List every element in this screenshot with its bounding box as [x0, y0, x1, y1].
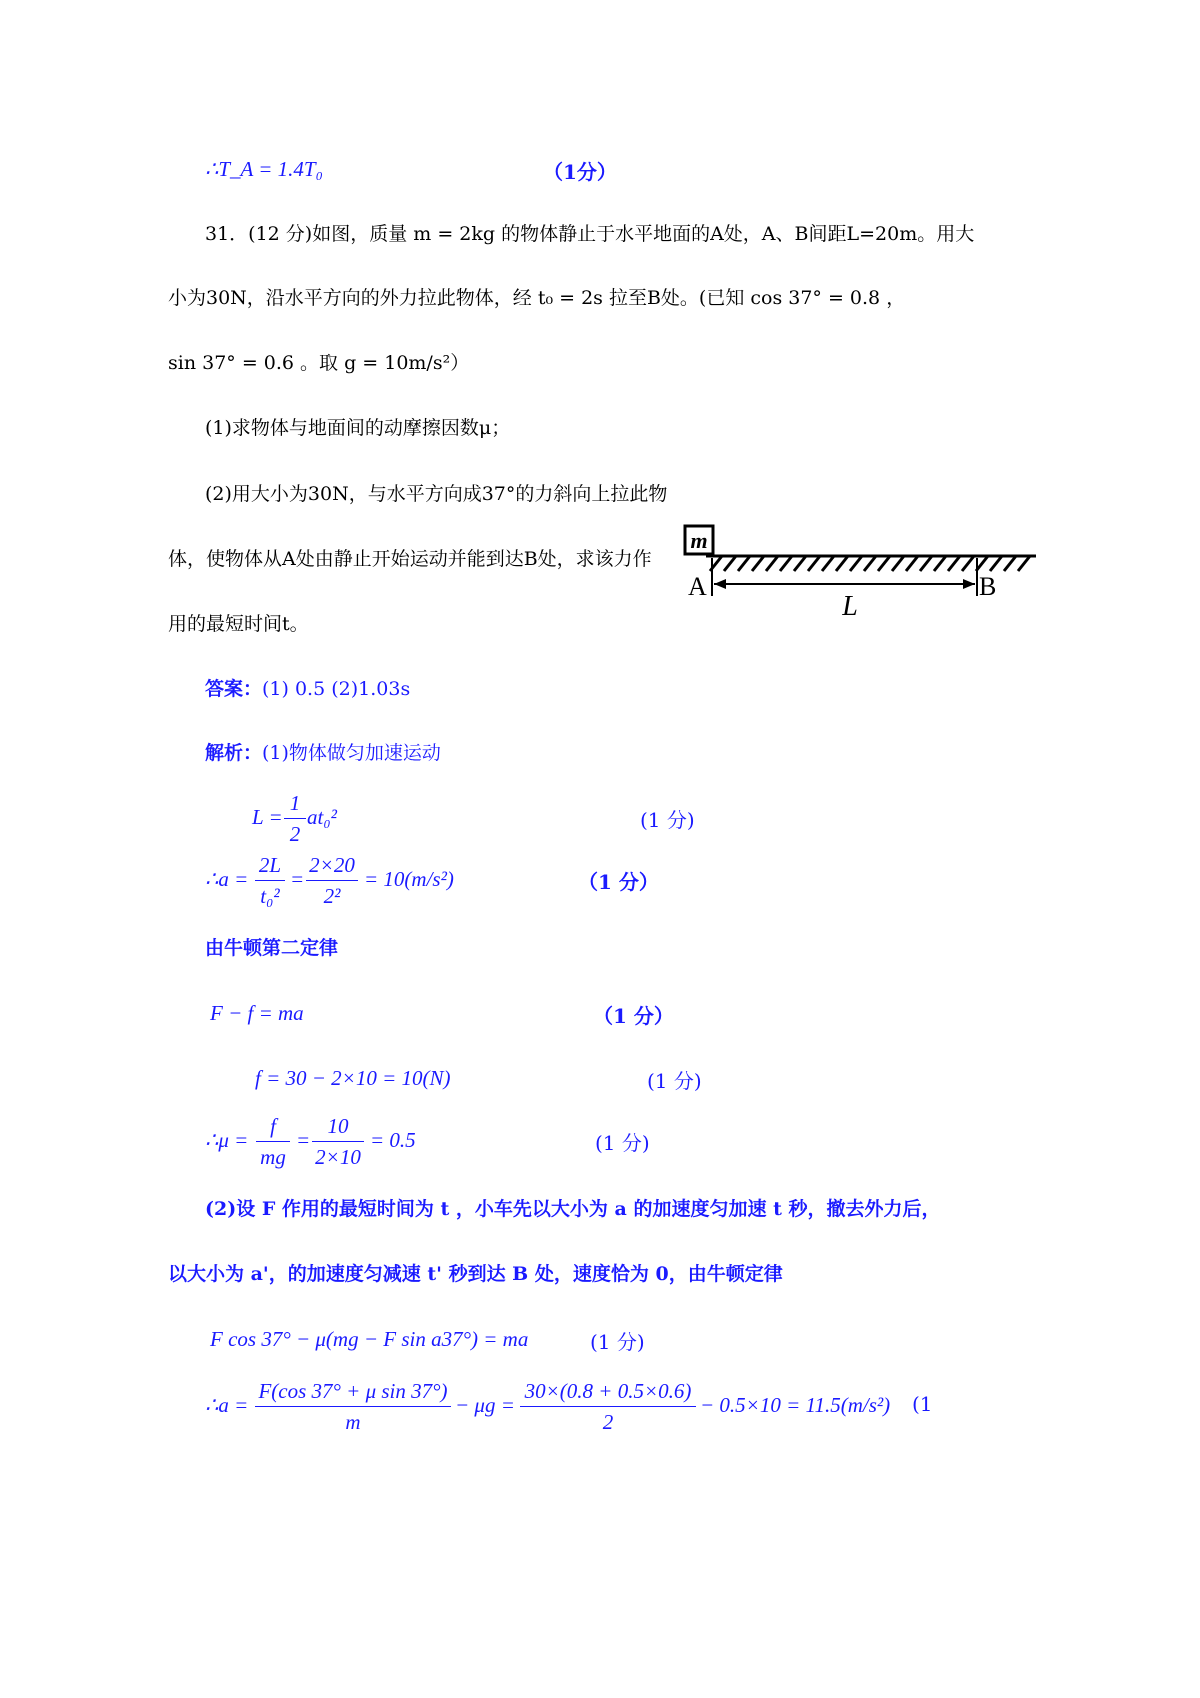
eq1-fraction — [284, 789, 306, 848]
part2-line-2: 以大小为 a'，的加速度匀减速 t' 秒到达 B 处，速度恰为 0，由牛顿定律 — [168, 1263, 783, 1285]
answer-text: (1) 0.5 (2)1.03s — [262, 678, 411, 700]
ground-diagram — [680, 518, 1045, 623]
eq6-score: (1 分) — [590, 1330, 645, 1354]
eq7-f2-num: 30×(0.8 + 0.5×0.6) — [524, 1379, 692, 1403]
eq2-fraction-1 — [255, 851, 285, 910]
eq2-f2-num: 2×20 — [309, 853, 355, 877]
top-result-score: （1分） — [543, 160, 617, 184]
arrowhead-left — [714, 579, 726, 589]
question-2-line-3: 用的最短时间t。 — [168, 613, 309, 635]
eq5-score: (1 分) — [595, 1131, 650, 1155]
problem-line-3: sin 37° = 0.6 。取 g = 10m/s²） — [168, 352, 470, 374]
eq5-rhs: = 0.5 — [370, 1128, 416, 1152]
problem-line-2: 小为30N，沿水平方向的外力拉此物体，经 t₀ = 2s 拉至B处。(已知 cos 37° = 0.8 ， — [168, 287, 906, 309]
eq2-lhs: ∴a = — [205, 867, 249, 891]
eq2-equals: = — [290, 867, 305, 891]
part2-line-1: (2)设 F 作用的最短时间为 t ，小车先以大小为 a 的加速度匀加速 t 秒，撤去外力后， — [205, 1198, 941, 1220]
eq2-rhs: = 10(m/s²) — [364, 867, 454, 891]
top-result-formula: ∴T_A = 1.4T₀ — [205, 157, 323, 181]
eq7-f2-den: 2 — [602, 1410, 614, 1434]
analysis-line — [205, 740, 441, 766]
eq7-fraction-1 — [255, 1377, 451, 1436]
eq5-fraction-2 — [312, 1112, 364, 1171]
eq1-num: 1 — [289, 791, 301, 815]
block-label: m — [690, 528, 708, 553]
arrowhead-right — [963, 579, 975, 589]
eq2-f2-den: 2² — [323, 884, 341, 908]
eq5-f2-den: 2×10 — [315, 1145, 361, 1169]
eq7-fraction-2 — [520, 1377, 696, 1436]
eq1-den: 2 — [289, 822, 301, 846]
eq4: f = 30 − 2×10 = 10(N) — [255, 1066, 451, 1090]
eq2-f1-den: t₀² — [260, 884, 280, 908]
eq3: F − f = ma — [210, 1001, 304, 1025]
ground-hatching — [706, 556, 1036, 571]
eq6: F cos 37° − μ(mg − F sin a37°) = ma — [210, 1327, 529, 1351]
answer-line — [205, 676, 410, 702]
eq3-score: （1 分） — [593, 1004, 674, 1028]
eq7-lhs: ∴a = — [205, 1393, 249, 1417]
eq2-score: （1 分） — [578, 870, 659, 894]
eq5-equals: = — [296, 1128, 311, 1152]
eq1-rhs: at₀² — [307, 805, 337, 829]
eq7-rhs: − 0.5×10 = 11.5(m/s²) — [700, 1393, 891, 1417]
question-1: (1)求物体与地面间的动摩擦因数μ； — [205, 417, 511, 439]
question-2-line-2: 体，使物体从A处由静止开始运动并能到达B处，求该力作 — [168, 548, 652, 570]
label-b: B — [979, 572, 997, 601]
eq5-f1-den: mg — [260, 1145, 286, 1169]
analysis-intro: (1)物体做匀加速运动 — [262, 742, 441, 764]
newton-law-line: 由牛顿第二定律 — [205, 937, 339, 959]
eq7-f1-num: F(cos 37° + μ sin 37°) — [258, 1379, 448, 1403]
eq7-f1-den: m — [345, 1410, 361, 1434]
label-a: A — [688, 572, 707, 601]
analysis-label: 解析： — [205, 742, 263, 764]
answer-label: 答案： — [205, 678, 263, 700]
eq5-f1-num: f — [270, 1114, 276, 1138]
question-2-line-1: (2)用大小为30N，与水平方向成37°的力斜向上拉此物 — [205, 483, 668, 505]
eq4-score: (1 分) — [647, 1069, 702, 1093]
eq1-score: (1 分) — [640, 808, 695, 832]
eq7-mid: − μg = — [455, 1393, 515, 1417]
eq5-f2-num: 10 — [327, 1114, 349, 1138]
problem-line-1: 31．(12 分)如图，质量 m = 2kg 的物体静止于水平地面的A处，A、B间距L=20m。用大 — [205, 223, 975, 245]
eq2-f1-num: 2L — [258, 853, 282, 877]
eq7-score: (1 — [912, 1392, 933, 1416]
eq5-lhs: ∴μ = — [205, 1128, 249, 1152]
eq5-fraction-1 — [256, 1112, 290, 1171]
label-l: L — [842, 591, 858, 622]
eq1-lhs: L = — [252, 805, 283, 829]
eq2-fraction-2 — [306, 851, 358, 910]
